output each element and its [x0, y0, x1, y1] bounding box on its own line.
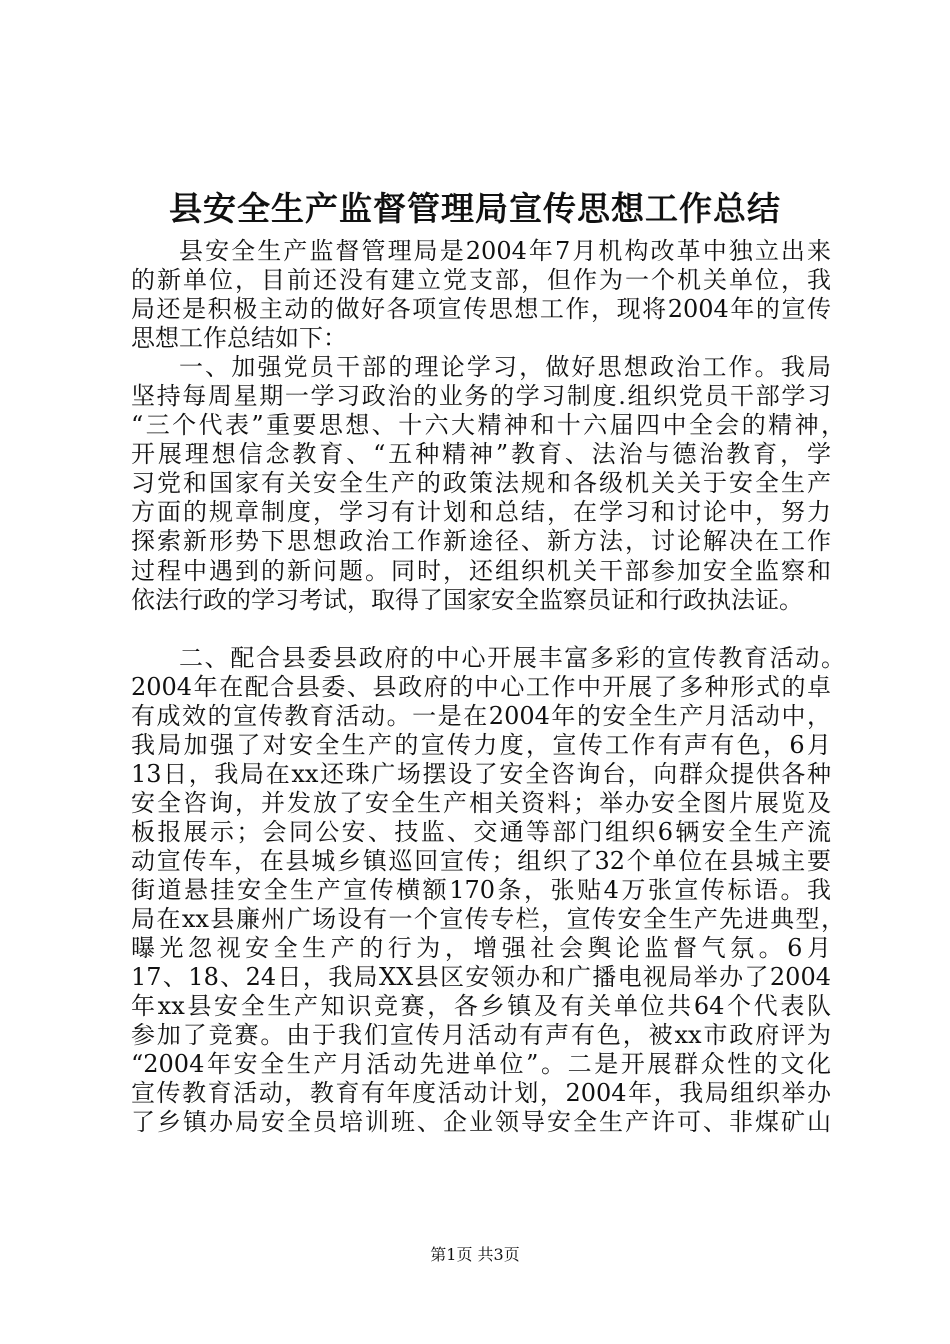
text-line: 开展理想信念教育、“五种精神”教育、法治与德治教育，学 — [131, 440, 831, 469]
text-line: 了乡镇办局安全员培训班、企业领导安全生产许可、非煤矿山 — [131, 1108, 831, 1137]
text-line: 依法行政的学习考试，取得了国家安全监察员证和行政执法证。 — [131, 585, 803, 614]
paragraph-section-one — [131, 353, 845, 614]
document-title: 县安全生产监督管理局宣传思想工作总结 — [169, 189, 781, 228]
text-line: 一、加强党员干部的理论学习，做好思想政治工作。我局 — [179, 353, 831, 382]
text-line: “三个代表”重要思想、十六大精神和十六届四中全会的精神， — [131, 411, 845, 440]
text-line: “2004年安全生产月活动先进单位”。二是开展群众性的文化 — [131, 1050, 831, 1079]
page-footer: 第1页 共3页 — [430, 1245, 520, 1264]
text-line: 的新单位，目前还没有建立党支部，但作为一个机关单位，我 — [131, 266, 831, 295]
text-line: 思想工作总结如下： — [131, 324, 347, 353]
paragraph-intro — [131, 237, 831, 353]
text-line: 局在xx县廉州广场设有一个宣传专栏，宣传安全生产先进典型， — [131, 905, 845, 934]
text-line: 17、18、24日，我局XX县区安领办和广播电视局举办了2004 — [131, 963, 831, 992]
text-line: 有成效的宣传教育活动。一是在2004年的安全生产月活动中， — [131, 701, 831, 730]
text-line: 参加了竞赛。由于我们宣传月活动有声有色，被xx市政府评为 — [131, 1021, 831, 1050]
text-line: 县安全生产监督管理局是2004年7月机构改革中独立出来 — [179, 237, 831, 265]
text-line: 我局加强了对安全生产的宣传力度，宣传工作有声有色，6月 — [131, 730, 831, 759]
text-line: 习党和国家有关安全生产的政策法规和各级机关关于安全生产 — [131, 469, 831, 498]
paragraph-gap — [131, 615, 831, 644]
text-line: 街道悬挂安全生产宣传横额170条，张贴4万张宣传标语。我 — [131, 876, 831, 905]
text-line: 13日，我局在xx还珠广场摆设了安全咨询台，向群众提供各种 — [131, 759, 831, 788]
text-line: 坚持每周星期一学习政治的业务的学习制度.组织党员干部学习 — [131, 382, 831, 411]
text-line: 2004年在配合县委、县政府的中心工作中开展了多种形式的卓 — [131, 672, 831, 701]
text-line: 探索新形势下思想政治工作新途径、新方法，讨论解决在工作 — [131, 527, 831, 556]
text-line: 安全咨询，并发放了安全生产相关资料；举办安全图片展览及 — [131, 788, 831, 817]
text-line: 曝光忽视安全生产的行为，增强社会舆论监督气氛。6月 — [131, 934, 831, 963]
paragraph-section-two — [131, 643, 845, 1138]
text-line: 方面的规章制度，学习有计划和总结，在学习和讨论中，努力 — [131, 498, 831, 527]
text-line: 局还是积极主动的做好各项宣传思想工作，现将2004年的宣传 — [131, 295, 831, 324]
text-line: 二、配合县委县政府的中心开展丰富多彩的宣传教育活动。 — [179, 643, 845, 672]
text-line: 宣传教育活动，教育有年度活动计划，2004年，我局组织举办 — [131, 1079, 831, 1108]
text-line: 过程中遇到的新问题。同时，还组织机关干部参加安全监察和 — [131, 556, 831, 585]
text-line: 年xx县安全生产知识竞赛，各乡镇及有关单位共64个代表队 — [131, 992, 831, 1021]
document-body — [131, 237, 845, 1137]
text-line: 动宣传车，在县城乡镇巡回宣传；组织了32个单位在县城主要 — [131, 846, 831, 875]
text-line: 板报展示；会同公安、技监、交通等部门组织6辆安全生产流 — [131, 817, 831, 846]
